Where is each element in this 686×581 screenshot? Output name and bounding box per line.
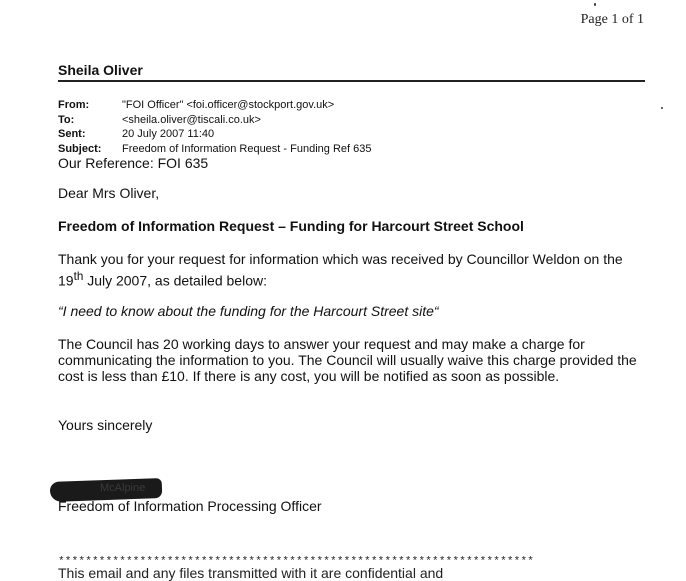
- to-row: [58, 113, 371, 128]
- from-row: [58, 98, 371, 113]
- sent-label: Sent:: [58, 128, 86, 140]
- to-label: To:: [58, 113, 75, 126]
- subject-row: [58, 142, 371, 157]
- para1-start: Thank you for your request for information which was received by Councillor Weldon on the 19: [58, 251, 623, 289]
- email-header: [58, 98, 371, 156]
- sender-name: Sheila Oliver: [58, 62, 143, 78]
- paragraph-working-days: The Council has 20 working days to answer your request and may make a charge for communicating the information to you. The Council will usually waive this charge provided the cost is less than £10. If there is any cost, you will be notified as soon as possible.: [58, 336, 637, 384]
- from-value: "FOI Officer" <foi.officer@stockport.gov.uk>: [122, 99, 335, 111]
- separator-line: **********************************************************************: [58, 556, 535, 568]
- closing: Yours sincerely: [58, 417, 153, 433]
- from-label: From:: [58, 99, 90, 111]
- paragraph-request-received: [58, 250, 648, 290]
- cutoff-disclaimer: [58, 565, 458, 581]
- header-divider: [58, 80, 645, 82]
- sent-value: 20 July 2007 11:40: [122, 128, 215, 140]
- para1-superscript: th: [73, 270, 84, 283]
- signer-title: Freedom of Information Processing Officer: [58, 498, 322, 514]
- request-quote: “I need to know about the funding for the Harcourt Street site“: [58, 303, 439, 319]
- para1-end: July 2007, as detailed below:: [83, 272, 267, 289]
- redacted-signer-name: McAlpine: [100, 482, 146, 494]
- greeting: Dear Mrs Oliver,: [58, 185, 160, 201]
- letter-heading: Freedom of Information Request – Funding for Harcourt Street School: [58, 218, 524, 234]
- signature-redaction: [50, 480, 162, 500]
- sent-row: [58, 127, 371, 142]
- subject-label: Subject:: [58, 142, 102, 155]
- scan-speck: [661, 107, 663, 109]
- cutoff-disclaimer-text: This email and any files transmitted with it are confidential and: [58, 565, 444, 581]
- subject-value: Freedom of Information Request - Funding Ref 635: [122, 142, 372, 155]
- page-number: Page 1 of 1: [580, 12, 644, 27]
- to-value: <sheila.oliver@tiscali.co.uk>: [122, 113, 261, 126]
- our-reference: Our Reference: FOI 635: [58, 155, 209, 171]
- scan-speck: [594, 3, 596, 6]
